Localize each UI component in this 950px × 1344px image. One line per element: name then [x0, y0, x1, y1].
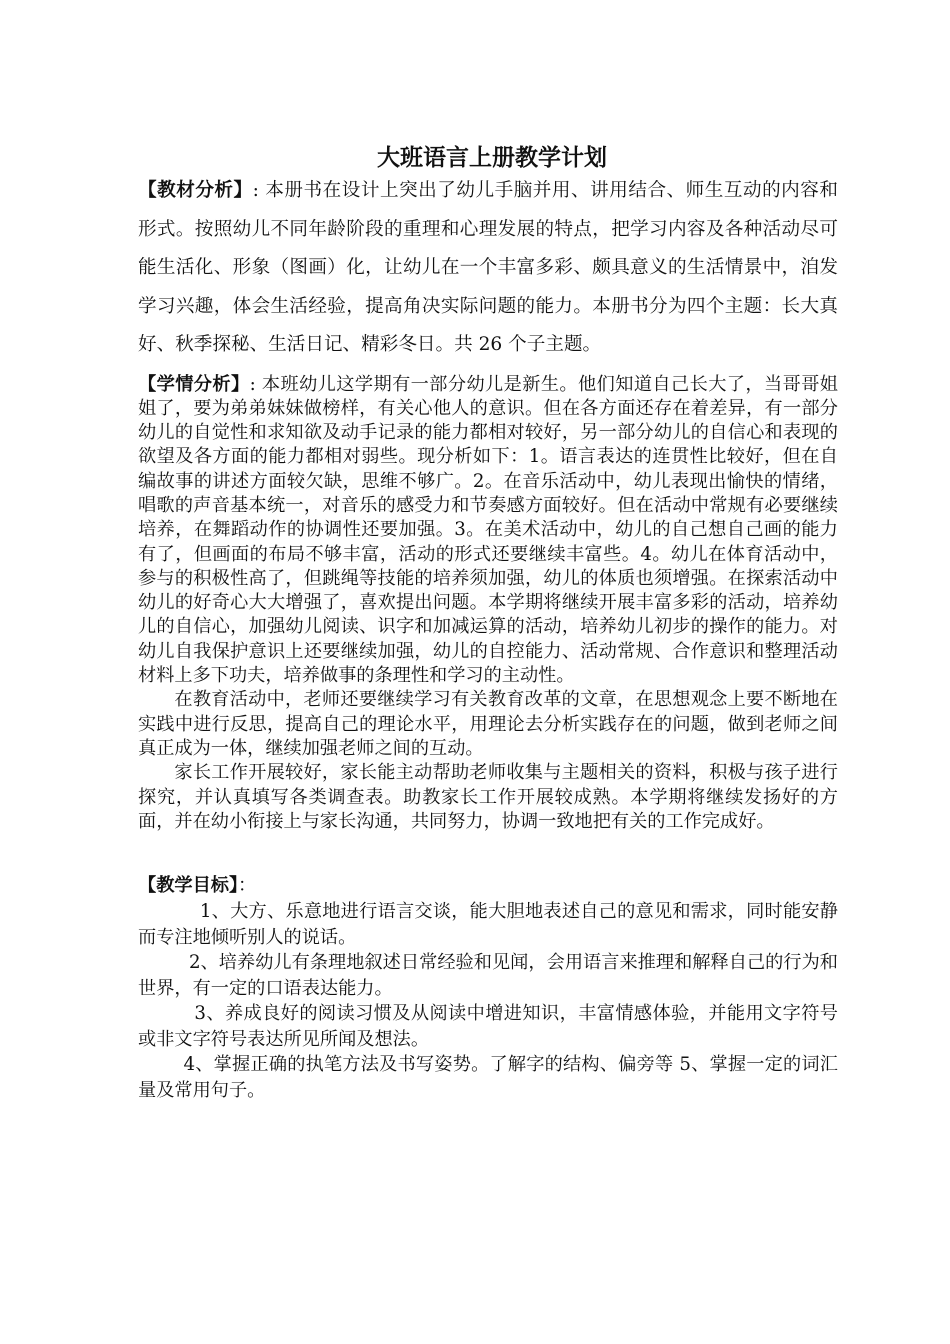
learning-analysis-paragraph — [138, 373, 838, 689]
teaching-goal-item: 2、培养幼儿有条理地叙述日常经验和见闻，会用语言来推理和解释自己的行为和世界，有一定的口语表达能力。 — [138, 952, 838, 999]
learning-analysis-text: : 本班幼儿这学期有一部分幼儿是新生。他们知道自己长大了，当哥哥姐姐了，要为弟弟妹妹做榜样，有关心他人的意识。但在各方面还存在着差异，有一部分幼儿的自觉性和求知欲及动手记录的能力都相对较好，另一部分幼儿的自信心和表现的欲望及各方面的能力都相对弱些。现分析如下：1。语言表达的连贯性比较好，但在自编故事的讲述方面较欠缺，思维不够广。2。在音乐活动中，幼儿表现出愉快的情绪，唱歌的声音基本统一，对音乐的感受力和节奏感方面较好。但在活动中常规有必要继续培养，在舞蹈动作的协调性还要加强。3。在美术活动中，幼儿的自己想自己画的能力有了，但画面的布局不够丰富，活动的形式还要继续丰富些。4。幼儿在体育活动中，参与的积极性高了，但跳绳等技能的培养须加强，幼儿的体质也须增强。在探索活动中幼儿的好奇心大大增强了，喜欢提出问题。本学期将继续开展丰富多彩的活动，培养幼儿的自信心，加强幼儿阅读、识字和加减运算的活动，培养幼儿初步的操作的能力。对幼儿自我保护意识上还要继续加强，幼儿的自控能力、活动常规、合作意识和整理活动材料上多下功夫，培养做事的条理性和学习的主动性。 — [138, 373, 838, 687]
teaching-goal-item: 4、掌握正确的执笔方法及书写姿势。了解字的结构、偏旁等 5、掌握一定的词汇量及常用句子。 — [138, 1054, 838, 1101]
textbook-analysis-text: : 本册书在设计上突出了幼儿手脑并用、讲用结合、师生互动的内容和形式。按照幼儿不同年龄阶段的重理和心理发展的特点，把学习内容及各种活动尽可能生活化、形象（图画）化，让幼儿在一个丰富多彩、颇具意义的生活情景中，洎发学习兴趣，体会生活经验，提高角决实际问题的能力。本册书分为四个主题：长大真好、秋季探秘、生活日记、精彩冬日。共 26 个子主题。 — [138, 180, 838, 355]
teaching-goals-heading — [138, 873, 838, 899]
textbook-analysis-section — [138, 172, 838, 365]
textbook-analysis-label: 【教材分析】 — [138, 180, 253, 201]
learning-analysis-label: 【学情分析】 — [138, 373, 250, 395]
learning-analysis-section — [138, 373, 838, 835]
teaching-goal-item: 3、养成良好的阅读习惯及从阅读中增进知识，丰富情感体验，并能用文字符号或非文字符号表达所见所闻及想法。 — [138, 1003, 838, 1050]
education-activity-paragraph: 在教育活动中，老师还要继续学习有关教育改革的文章，在思想观念上要不断地在实践中进行反思，提高自己的理论水平，用理论去分析实践存在的问题，做到老师之间真正成为一体，继续加强老师之间的互动。 — [138, 689, 838, 759]
teaching-goals-label: 【教学目标】 — [138, 875, 239, 897]
document-title: 大班语言上册教学计划 — [377, 145, 607, 171]
parent-work-paragraph: 家长工作开展较好，家长能主动帮助老师收集与主题相关的资料，积极与孩子进行探究，并认真填写各类调查表。助教家长工作开展较成熟。本学期将继续发扬好的方面，并在幼小衔接上与家长沟通，共同努力，协调一致地把有关的工作完成好。 — [138, 762, 838, 832]
teaching-goals-list — [138, 899, 838, 1103]
document-page — [138, 140, 838, 1103]
teaching-goals-colon: ： — [238, 875, 257, 897]
teaching-goal-item: 1、大方、乐意地进行语言交谈，能大胆地表述自己的意见和需求，同时能安静而专注地倾听别人的说话。 — [138, 901, 838, 948]
